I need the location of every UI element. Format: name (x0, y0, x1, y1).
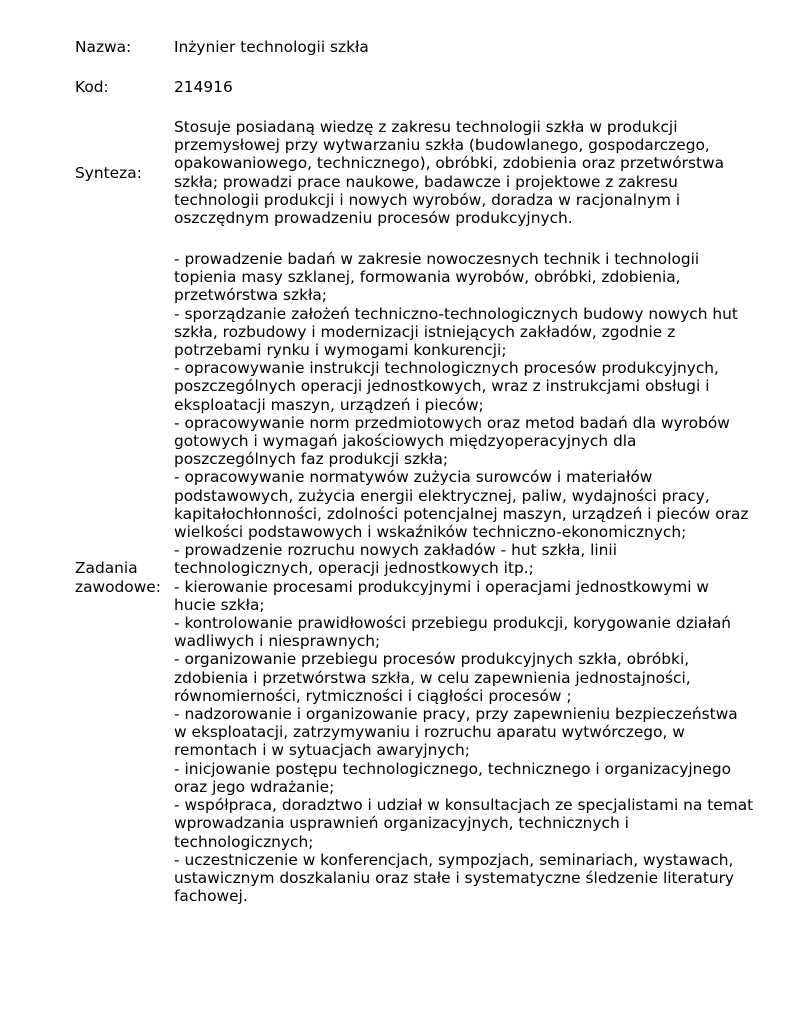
task-item: - prowadzenie badań w zakresie nowoczesnych technik i technologii topienia masy szklanej, formowania wyrobów, obróbki, zdobienia, przetwórstwa szkła; (174, 250, 700, 305)
tasks-label: Zadania zawodowe: (75, 559, 161, 596)
task-item: - współpraca, doradztwo i udział w konsultacjach ze specjalistami na temat wprowadzania usprawnień organizacyjnych, technicznych i technologicznych; (174, 796, 754, 851)
code-value: 214916 (174, 78, 233, 96)
code-label: Kod: (75, 78, 109, 96)
task-item: - uczestniczenie w konferencjach, sympozjach, seminariach, wystawach, ustawicznym doszkalaniu oraz stałe i systematyczne śledzenie literatury fachowej. (174, 850, 735, 906)
code-row (75, 78, 755, 96)
name-value: Inżynier technologii szkła (174, 38, 369, 56)
synthesis-label: Synteza: (75, 163, 142, 182)
task-item: - kontrolowanie prawidłowości przebiegu produkcji, korygowanie działań wadliwych i niesprawnych; (174, 614, 732, 651)
task-item: - nadzorowanie i organizowanie pracy, przy zapewnieniu bezpieczeństwa w eksploatacji, zatrzymywaniu i rozruchu aparatu wytwórczego, w remontach i w sytuacjach awaryjnych; (174, 705, 738, 760)
name-label: Nazwa: (75, 38, 132, 56)
task-item: - sporządzanie założeń techniczno-technologicznych budowy nowych hut szkła, rozbudowy i modernizacji istniejących zakładów, zgodnie z potrzebami rynku i wymogami konkurencji; (174, 304, 738, 360)
name-row (75, 38, 755, 56)
task-item: - opracowywanie norm przedmiotowych oraz metod badań dla wyrobów gotowych i wymagań jakościowych międzyoperacyjnych dla poszczególnych faz produkcji szkła; (174, 413, 730, 469)
task-item: - kierowanie procesami produkcyjnymi i operacjami jednostkowymi w hucie szkła; (174, 577, 709, 614)
task-item: - opracowywanie normatywów zużycia surowców i materiałów podstawowych, zużycia energii elektrycznej, paliw, wydajności pracy, kapitałochłonności, zdolności potencjalnej maszyn, urządzeń i pieców oraz wielkości podstawowych i wskaźników techniczno-ekonomicznych; (174, 468, 749, 542)
synthesis-text: Stosuje posiadaną wiedzę z zakresu technologii szkła w produkcji przemysłowej przy wytwarzaniu szkła (budowlanego, gospodarczego, opakowaniowego, technicznego), obróbki, zdobienia oraz przetwórstwa szkła; prowadzi prace naukowe, badawcze i projektowe z zakresu technologii produkcji i nowych wyrobów, doradza w racjonalnym i oszczędnym prowadzeniu procesów produkcyjnych. (174, 118, 725, 228)
task-item: - opracowywanie instrukcji technologicznych procesów produkcyjnych, poszczególnych operacji jednostkowych, wraz z instrukcjami obsługi i eksploatacji maszyn, urządzeń i pieców; (174, 359, 719, 414)
synthesis-row (75, 118, 755, 227)
task-item: - organizowanie przebiegu procesów produkcyjnych szkła, obróbki, zdobienia i przetwórstwa szkła, w celu zapewnienia jednostajności, równomierności, rytmiczności i ciągłości procesów ; (174, 650, 691, 705)
task-item: - prowadzenie rozruchu nowych zakładów - hut szkła, linii technologicznych, operacji jednostkowych itp.; (174, 541, 617, 578)
tasks-row (75, 250, 755, 905)
tasks-list (174, 250, 755, 905)
task-item: - inicjowanie postępu technologicznego, technicznego i organizacyjnego oraz jego wdrażanie; (174, 759, 732, 796)
